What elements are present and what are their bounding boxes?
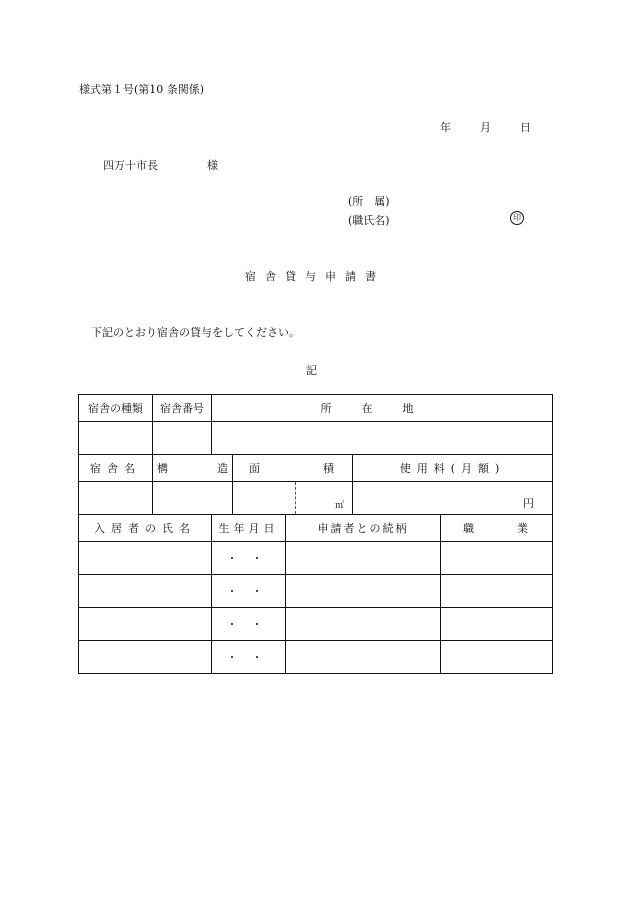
- fee-header: 使用料(月額): [353, 455, 553, 482]
- affiliation-label: (所 属): [348, 195, 390, 208]
- area-integer-part: [237, 482, 296, 514]
- dob-field[interactable]: ・・: [212, 641, 286, 674]
- job-header-a: 職: [463, 522, 474, 535]
- relation-field[interactable]: [286, 542, 441, 575]
- structure-header: [153, 455, 233, 482]
- date-line: [440, 119, 531, 135]
- job-header-b: 業: [517, 522, 529, 535]
- dob-field[interactable]: ・・: [212, 575, 286, 608]
- date-year-label: 年: [440, 121, 451, 134]
- type-field[interactable]: [79, 422, 153, 455]
- date-day-label: 日: [520, 121, 531, 134]
- relation-field[interactable]: [286, 641, 441, 674]
- job-field[interactable]: [441, 542, 553, 575]
- addressee: 四万十市長: [103, 159, 158, 172]
- area-header-a: 面: [249, 462, 260, 475]
- area-header-b: 積: [323, 462, 334, 475]
- ki-heading: 記: [306, 364, 317, 377]
- fee-field[interactable]: [353, 482, 553, 515]
- name-label: (職氏名): [348, 214, 390, 227]
- dorm-name-field[interactable]: [79, 482, 153, 515]
- structure-field[interactable]: [153, 482, 233, 515]
- name-header: 宿舎名: [79, 455, 153, 482]
- seal-icon: 印: [510, 211, 524, 225]
- location-field[interactable]: [212, 422, 553, 455]
- area-unit: ㎡: [334, 501, 344, 511]
- dob-field[interactable]: ・・: [212, 542, 286, 575]
- location-header: 所在地: [212, 395, 553, 422]
- request-text: 下記のとおり宿舎の貸与をしてください。: [91, 326, 300, 339]
- application-table: [78, 394, 553, 674]
- form-reference: 様式第１号(第10 条関係): [79, 83, 205, 96]
- number-field[interactable]: [153, 422, 212, 455]
- relation-field[interactable]: [286, 608, 441, 641]
- area-header: [233, 455, 353, 482]
- resident-name-field[interactable]: [79, 608, 212, 641]
- job-field[interactable]: [441, 575, 553, 608]
- area-field[interactable]: [233, 482, 353, 515]
- number-header: 宿舎番号: [153, 395, 212, 422]
- date-month-label: 月: [480, 121, 491, 134]
- resident-name-field[interactable]: [79, 575, 212, 608]
- dob-field[interactable]: ・・: [212, 608, 286, 641]
- area-decimal-part: [296, 482, 348, 514]
- addressee-honorific: 様: [207, 159, 218, 172]
- relation-field[interactable]: [286, 575, 441, 608]
- resident-name-header: 入居者の氏名: [79, 515, 212, 542]
- resident-row: [79, 641, 553, 674]
- dob-header: 生年月日: [212, 515, 286, 542]
- resident-row: [79, 542, 553, 575]
- document-title: 宿舎貸与申請書: [245, 270, 385, 283]
- fee-unit: 円: [523, 497, 535, 510]
- resident-row: [79, 575, 553, 608]
- resident-name-field[interactable]: [79, 542, 212, 575]
- resident-row: [79, 608, 553, 641]
- resident-name-field[interactable]: [79, 641, 212, 674]
- structure-header-b: 造: [217, 462, 228, 475]
- structure-header-a: 構: [157, 462, 168, 475]
- job-field[interactable]: [441, 608, 553, 641]
- job-header: [441, 515, 553, 542]
- type-header: 宿舎の種類: [79, 395, 153, 422]
- relation-header: 申請者との続柄: [286, 515, 441, 542]
- job-field[interactable]: [441, 641, 553, 674]
